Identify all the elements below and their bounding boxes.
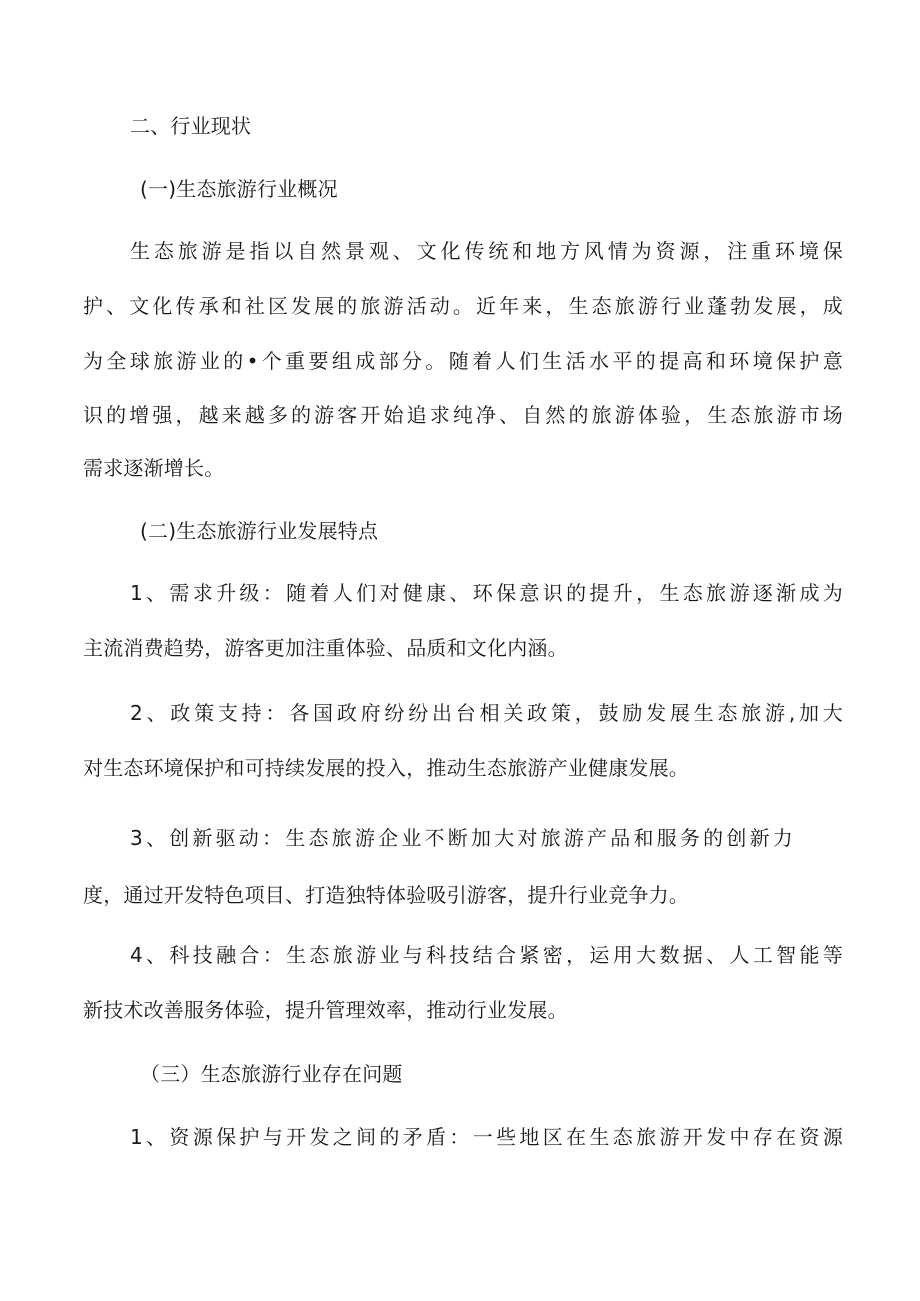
paragraph-line: 护、文化传承和社区发展的旅游活动。近年来，生态旅游行业蓬勃发展，成 — [83, 294, 843, 318]
paragraph-line: 需求逐渐增长。 — [83, 456, 225, 480]
paragraph-line: 生态旅游是指以自然景观、文化传统和地方风情为资源，注重环境保 — [130, 239, 843, 263]
paragraph-line: 为全球旅游业的•个重要组成部分。随着人们生活水平的提高和环境保护意 — [83, 349, 843, 373]
list-item-line: 1、需求升级：随着人们对健康、环保意识的提升，生态旅游逐渐成为 — [130, 581, 843, 605]
list-item-line: 主流消费趋势，游客更加注重体验、品质和文化内涵。 — [83, 636, 568, 660]
list-item-line: 4、科技融合：生态旅游业与科技结合紧密，运用大数据、人工智能等 — [130, 943, 843, 967]
list-item-line: 1、资源保护与开发之间的矛盾：一些地区在生态旅游开发中存在资源 — [130, 1125, 843, 1149]
list-item-line: 新技术改善服务体验，提升管理效率，推动行业发展。 — [83, 998, 568, 1022]
subsection-heading-3: （三）生态旅游行业存在问题 — [140, 1062, 403, 1086]
subsection-heading-1: (一)生态旅游行业概况 — [140, 177, 338, 201]
subsection-heading-2: (二)生态旅游行业发展特点 — [140, 519, 379, 543]
list-item-line: 度，通过开发特色项目、打造独特体验吸引游客，提升行业竞争力。 — [83, 883, 689, 907]
list-item-line: 对生态环境保护和可持续发展的投入，推动生态旅游产业健康发展。 — [83, 756, 689, 780]
paragraph-line: 识的增强，越来越多的游客开始追求纯净、自然的旅游体验，生态旅游市场 — [83, 403, 843, 427]
list-item-line: 3、创新驱动：生态旅游企业不断加大对旅游产品和服务的创新力 — [130, 826, 793, 850]
section-heading: 二、行业现状 — [130, 114, 252, 138]
list-item-line: 2、政策支持：各国政府纷纷出台相关政策，鼓励发展生态旅游,加大 — [130, 701, 843, 725]
